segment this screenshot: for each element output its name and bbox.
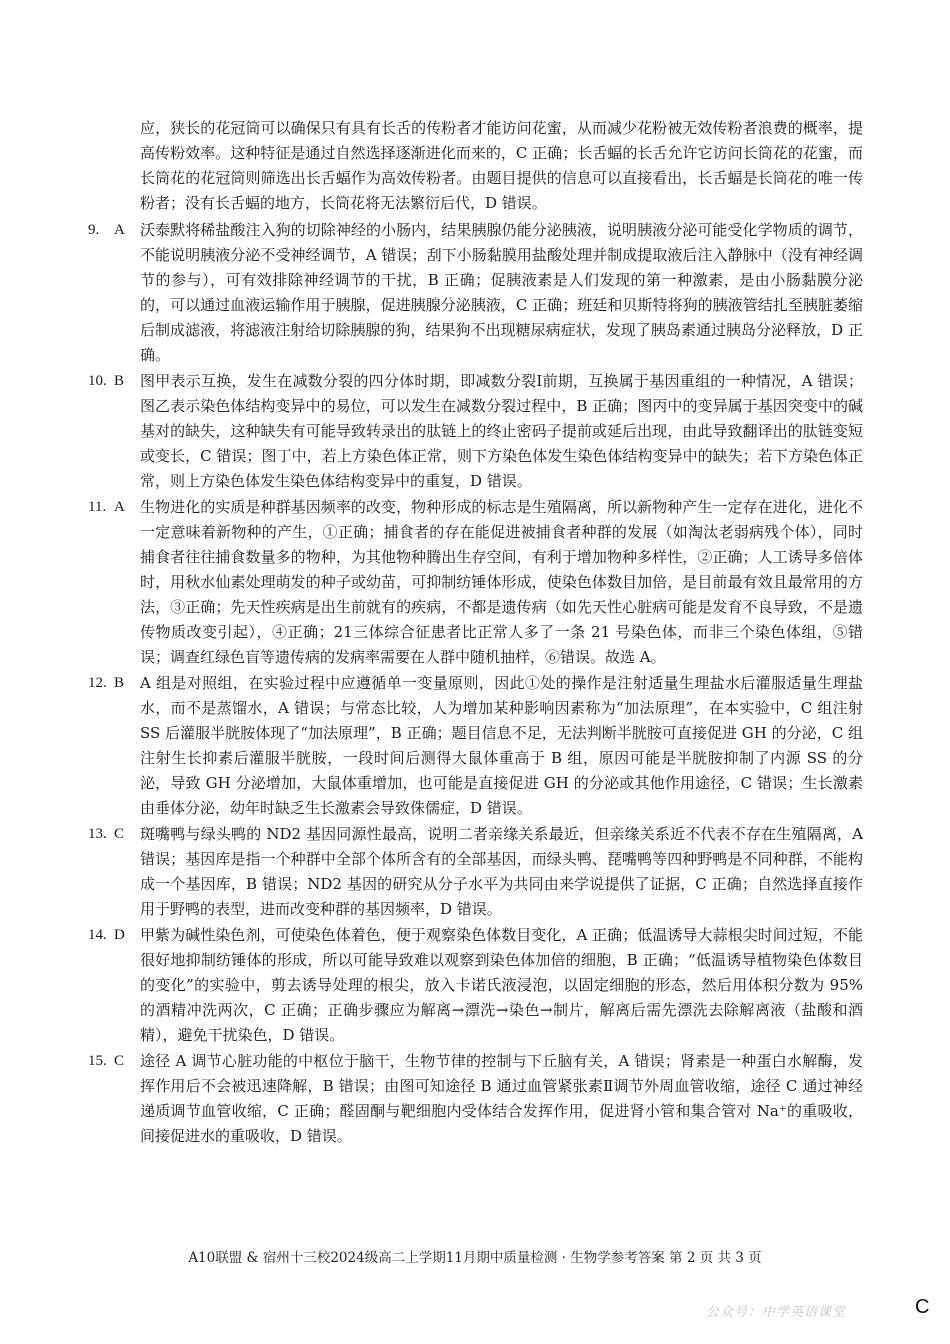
question-number: 11. — [88, 499, 107, 515]
explanation-text: 图甲表示互换，发生在减数分裂的四分体时期，即减数分裂Ⅰ前期，互换属于基因重组的一种情况，A 错误；图乙表示染色体结构变异中的易位，可以发生在减数分裂过程中，B 正确；图丙中的变异属于基因突变中的碱基对的缺失，这种缺失有可能导致转录出的肽链上的终止密码子提前或延后出现，由此导致翻译出的肽链变短或变长，C 错误；图丁中，若上方染色体正常，则下方染色体发生染色体结构变异中的缺失；若下方染色体正常，则上方染色体发生染色体结构变异中的重复，D 错误。 — [140, 372, 863, 490]
answer-item-12 — [88, 671, 863, 821]
answer-item-13 — [88, 822, 863, 922]
answer-item-9 — [88, 218, 863, 368]
answer-letter: B — [114, 373, 125, 389]
answer-letter: B — [114, 675, 125, 691]
answer-letter: C — [114, 826, 125, 842]
explanation-text: 途径 A 调节心脏功能的中枢位于脑干，生物节律的控制与下丘脑有关，A 错误；肾素是一种蛋白水解酶，发挥作用后不会被迅速降解，B 错误；由图可知途径 B 通过血管紧张素Ⅱ调节外周血管收缩，途径 C 通过神经递质调节血管收缩，C 正确；醛固酮与靶细胞内受体结合发挥作用，促进肾小管和集合管对 Na⁺的重吸收，间接促进水的重吸收，D 错误。 — [140, 1052, 863, 1145]
question-number: 13. — [88, 826, 107, 842]
page-footer: A10联盟 & 宿州十三校2024级高二上学期11月期中质量检测 · 生物学参考答案 第 2 页 共 3 页 — [188, 1250, 762, 1266]
question-number: 10. — [88, 373, 107, 389]
question-number: 15. — [88, 1053, 107, 1069]
answer-item-15 — [88, 1049, 863, 1149]
answer-letter: D — [114, 927, 125, 943]
answer-item-11 — [88, 495, 863, 670]
continued-paragraph: 应，狭长的花冠筒可以确保只有具有长舌的传粉者才能访问花蜜，从而减少花粉被无效传粉者浪费的概率，提高传粉效率。这种特征是通过自然选择逐渐进化而来的，C 正确；长舌蝠的长舌允许它访问长筒花的花蜜，而长筒花的花冠筒则筛选出长舌蝠作为高效传粉者。由题目提供的信息可以直接看出，长舌蝠是长筒花的唯一传粉者；没有长舌蝠的地方，长筒花将无法繁衍后代，D 错误。 — [140, 119, 863, 212]
explanation-text: 斑嘴鸭与绿头鸭的 ND2 基因同源性最高，说明二者亲缘关系最近，但亲缘关系近不代表不存在生殖隔离，A 错误；基因库是指一个种群中全部个体所含有的全部基因，而绿头鸭、琵嘴鸭等四种野鸭是不同种群，不能构成一个基因库，B 错误；ND2 基因的研究从分子水平为共同由来学说提供了证据，C 正确；自然选择直接作用于野鸭的表型，进而改变种群的基因频率，D 错误。 — [140, 825, 863, 918]
answer-letter: C — [114, 1053, 125, 1069]
explanation-text: 生物进化的实质是种群基因频率的改变，物种形成的标志是生殖隔离，所以新物种产生一定存在进化，进化不一定意味着新物种的产生，①正确；捕食者的存在能促进被捕食者种群的发展（如淘汰老弱病残个体），同时捕食者往往捕食数量多的物种，为其他物种腾出生存空间，有利于增加物种多样性，②正确；人工诱导多倍体时，用秋水仙素处理萌发的种子或幼苗，可抑制纺锤体形成，使染色体数目加倍，是目前最有效且最常用的方法，③正确；先天性疾病是出生前就有的疾病，不都是遗传病（如先天性心脏病可能是发育不良导致，不是遗传物质改变引起），④正确；21三体综合征患者比正常人多了一条 21 号染色体，而非三个染色体组，⑤错误；调查红绿色盲等遗传病的发病率需要在人群中随机抽样，⑥错误。故选 A。 — [140, 498, 863, 666]
answer-letter: A — [114, 222, 125, 238]
question-number: 12. — [88, 675, 107, 691]
question-number: 9. — [88, 222, 100, 238]
explanation-text: A 组是对照组，在实验过程中应遵循单一变量原则，因此①处的操作是注射适量生理盐水后灌服适量生理盐水，而不是蒸馏水，A 错误；与常态比较，人为增加某种影响因素称为“加法原理”，在本实验中，C 组注射 SS 后灌服半胱胺体现了“加法原理”，B 正确；题目信息不足，无法判断半胱胺可直接促进 GH 的分泌，C 组注射生长抑素后灌服半胱胺，一段时间后测得大鼠体重高于 B 组，原因可能是半胱胺抑制了内源 SS 的分泌，导致 GH 分泌增加，大鼠体重增加，也可能是直接促进 GH 的分泌或其他作用途径，C 错误；生长激素由垂体分泌，幼年时缺乏生长激素会导致侏儒症，D 错误。 — [140, 674, 863, 817]
corner-mark: C — [915, 1296, 930, 1318]
watermark: 公众号：中学英语课堂 — [706, 1305, 847, 1320]
explanation-text: 沃泰默将稀盐酸注入狗的切除神经的小肠内，结果胰腺仍能分泌胰液，说明胰液分泌可能受化学物质的调节，不能说明胰液分泌不受神经调节，A 错误；刮下小肠黏膜用盐酸处理并制成提取液后注入静脉中（没有神经调节的参与），可有效排除神经调节的干扰，B 正确；促胰液素是人们发现的第一种激素，是由小肠黏膜分泌的，可以通过血液运输作用于胰腺，促进胰腺分泌胰液，C 正确；班廷和贝斯特将狗的胰液管结扎至胰脏萎缩后制成滤液，将滤液注射给切除胰腺的狗，结果狗不出现糖尿病症状，发现了胰岛素通过胰岛分泌释放，D 正确。 — [140, 221, 863, 364]
answer-content — [88, 116, 863, 1150]
explanation-text: 甲紫为碱性染色剂，可使染色体着色，便于观察染色体数目变化，A 正确；低温诱导大蒜根尖时间过短，不能很好地抑制纺锤体的形成，所以可能导致难以观察到染色体加倍的细胞，B 正确；“低温诱导植物染色体数目的变化”的实验中，剪去诱导处理的根尖，放入卡诺氏液浸泡，以固定细胞的形态，然后用体积分数为 95% 的酒精冲洗两次，C 正确；正确步骤应为解离→漂洗→染色→制片，解离后需先漂洗去除解离液（盐酸和酒精），避免干扰染色，D 错误。 — [140, 926, 863, 1044]
answer-item-10 — [88, 369, 863, 494]
answer-item-14 — [88, 923, 863, 1048]
question-number: 14. — [88, 927, 107, 943]
answer-letter: A — [114, 499, 125, 515]
